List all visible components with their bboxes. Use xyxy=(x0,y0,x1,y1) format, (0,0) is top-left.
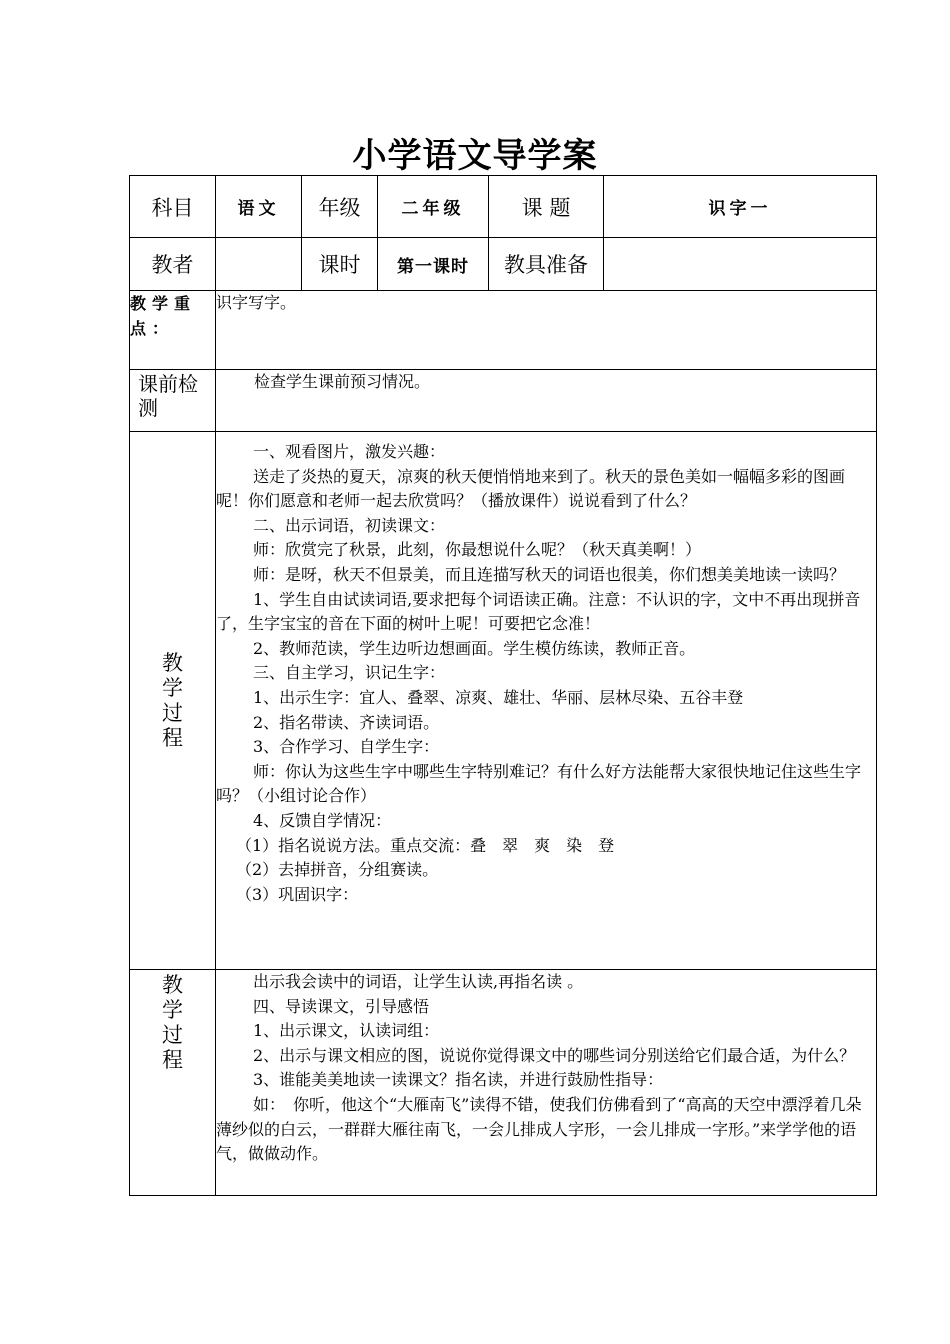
paragraph: 2、指名带读、齐读词语。 xyxy=(253,712,440,732)
paragraph: 师：是呀，秋天不但景美，而且连描写秋天的词语也很美，你们想美美地读一读吗？ xyxy=(253,564,846,584)
label-char: 程 xyxy=(162,1048,183,1072)
process-row-2 xyxy=(130,970,877,1196)
paragraph: 送走了炎热的夏天，凉爽的秋天便悄悄地来到了。秋天的景色美如一幅幅多彩的图画呢！你们愿意和老师一起去欣赏吗？（播放课件）说说看到了什么？ xyxy=(216,466,846,511)
key-points-text: 识字写字。 xyxy=(216,291,877,370)
subject-label: 科目 xyxy=(130,176,216,238)
teacher-value xyxy=(216,238,302,291)
paragraph: 2、出示与课文相应的图，说说你觉得课文中的哪些词分别送给它们最合适，为什么？ xyxy=(253,1045,856,1065)
process-label-2-text xyxy=(130,973,215,1073)
label-char: 教 xyxy=(162,650,183,675)
paragraph: （1）指名说说方法。重点交流：叠 翠 爽 染 登 xyxy=(236,835,615,855)
label-char: 教 xyxy=(162,973,183,997)
paragraph: 师：欣赏完了秋景，此刻，你最想说什么呢？（秋天真美啊！） xyxy=(253,540,702,560)
paragraph: （3）巩固识字： xyxy=(236,884,359,904)
pre-check-text: 检查学生课前预习情况。 xyxy=(216,370,877,432)
teacher-label: 教者 xyxy=(130,238,216,291)
label-char: 过 xyxy=(162,1023,183,1047)
key-points-row xyxy=(130,291,877,370)
pre-check-row xyxy=(130,370,877,432)
paragraph: 如： 你听，他这个“大雁南飞”读得不错，使我们仿佛看到了“高高的天空中漂浮着几朵薄纱似的白云，一群群大雁往南飞，一会儿排成人字形，一会儿排成一字形。”来学学他的语气，做做动作。 xyxy=(216,1094,862,1164)
tools-value xyxy=(604,238,877,291)
paragraph: 3、谁能美美地读一读课文？指名读，并进行鼓励性指导： xyxy=(253,1070,664,1090)
tools-label: 教具准备 xyxy=(489,238,604,291)
pre-check-label: 课前检测 xyxy=(130,370,216,432)
grade-value: 二年级 xyxy=(378,176,489,238)
paragraph: 4、反馈自学情况： xyxy=(253,810,392,830)
lesson-plan-table xyxy=(129,175,877,1196)
grade-label: 年级 xyxy=(302,176,378,238)
page-title: 小学语文导学案 xyxy=(352,136,598,176)
process-label-1-text xyxy=(130,651,215,751)
label-char: 程 xyxy=(162,725,183,750)
paragraph: 1、出示生字：宜人、叠翠、凉爽、雄壮、华丽、层林尽染、五谷丰登 xyxy=(253,687,744,707)
process-label-2 xyxy=(130,970,216,1196)
process-content-2 xyxy=(216,970,877,1196)
paragraph: 师：你认为这些生字中哪些生字特别难记？有什么好方法能帮大家很快地记住这些生字吗？（小组讨论合作） xyxy=(216,761,862,806)
paragraph: 三、自主学习，识记生字： xyxy=(253,663,446,683)
label-char: 学 xyxy=(162,675,183,700)
process-row-1 xyxy=(130,432,877,970)
period-label: 课时 xyxy=(302,238,378,291)
paragraph: 出示我会读中的词语，让学生认读,再指名读 。 xyxy=(253,972,584,991)
topic-label: 课 题 xyxy=(489,176,604,238)
paragraph: 3、合作学习、自学生字： xyxy=(253,737,440,757)
header-row-2 xyxy=(130,238,877,291)
paragraph: （2）去掉拼音，分组赛读。 xyxy=(236,860,439,880)
paragraph: 四、导读课文，引导感悟 xyxy=(253,996,430,1016)
label-char: 过 xyxy=(162,700,183,725)
topic-value: 识字一 xyxy=(604,176,877,238)
paragraph: 1、学生自由试读词语,要求把每个词语读正确。注意：不认识的字，文中不再出现拼音了，生字宝宝的音在下面的树叶上呢！可要把它念准！ xyxy=(216,589,861,634)
process-label-1 xyxy=(130,432,216,970)
header-row-1 xyxy=(130,176,877,238)
label-char: 学 xyxy=(162,998,183,1022)
paragraph: 1、出示课文，认读词组： xyxy=(253,1021,440,1041)
subject-value: 语文 xyxy=(216,176,302,238)
key-points-label: 教学重点： xyxy=(130,291,216,370)
paragraph: 2、教师范读，学生边听边想画面。学生模仿练读，教师正音。 xyxy=(253,638,696,658)
paragraph: 二、出示词语，初读课文： xyxy=(253,515,446,535)
period-value: 第一课时 xyxy=(378,238,489,291)
paragraph: 一、观看图片，激发兴趣： xyxy=(253,442,446,461)
process-content-1 xyxy=(216,432,877,970)
